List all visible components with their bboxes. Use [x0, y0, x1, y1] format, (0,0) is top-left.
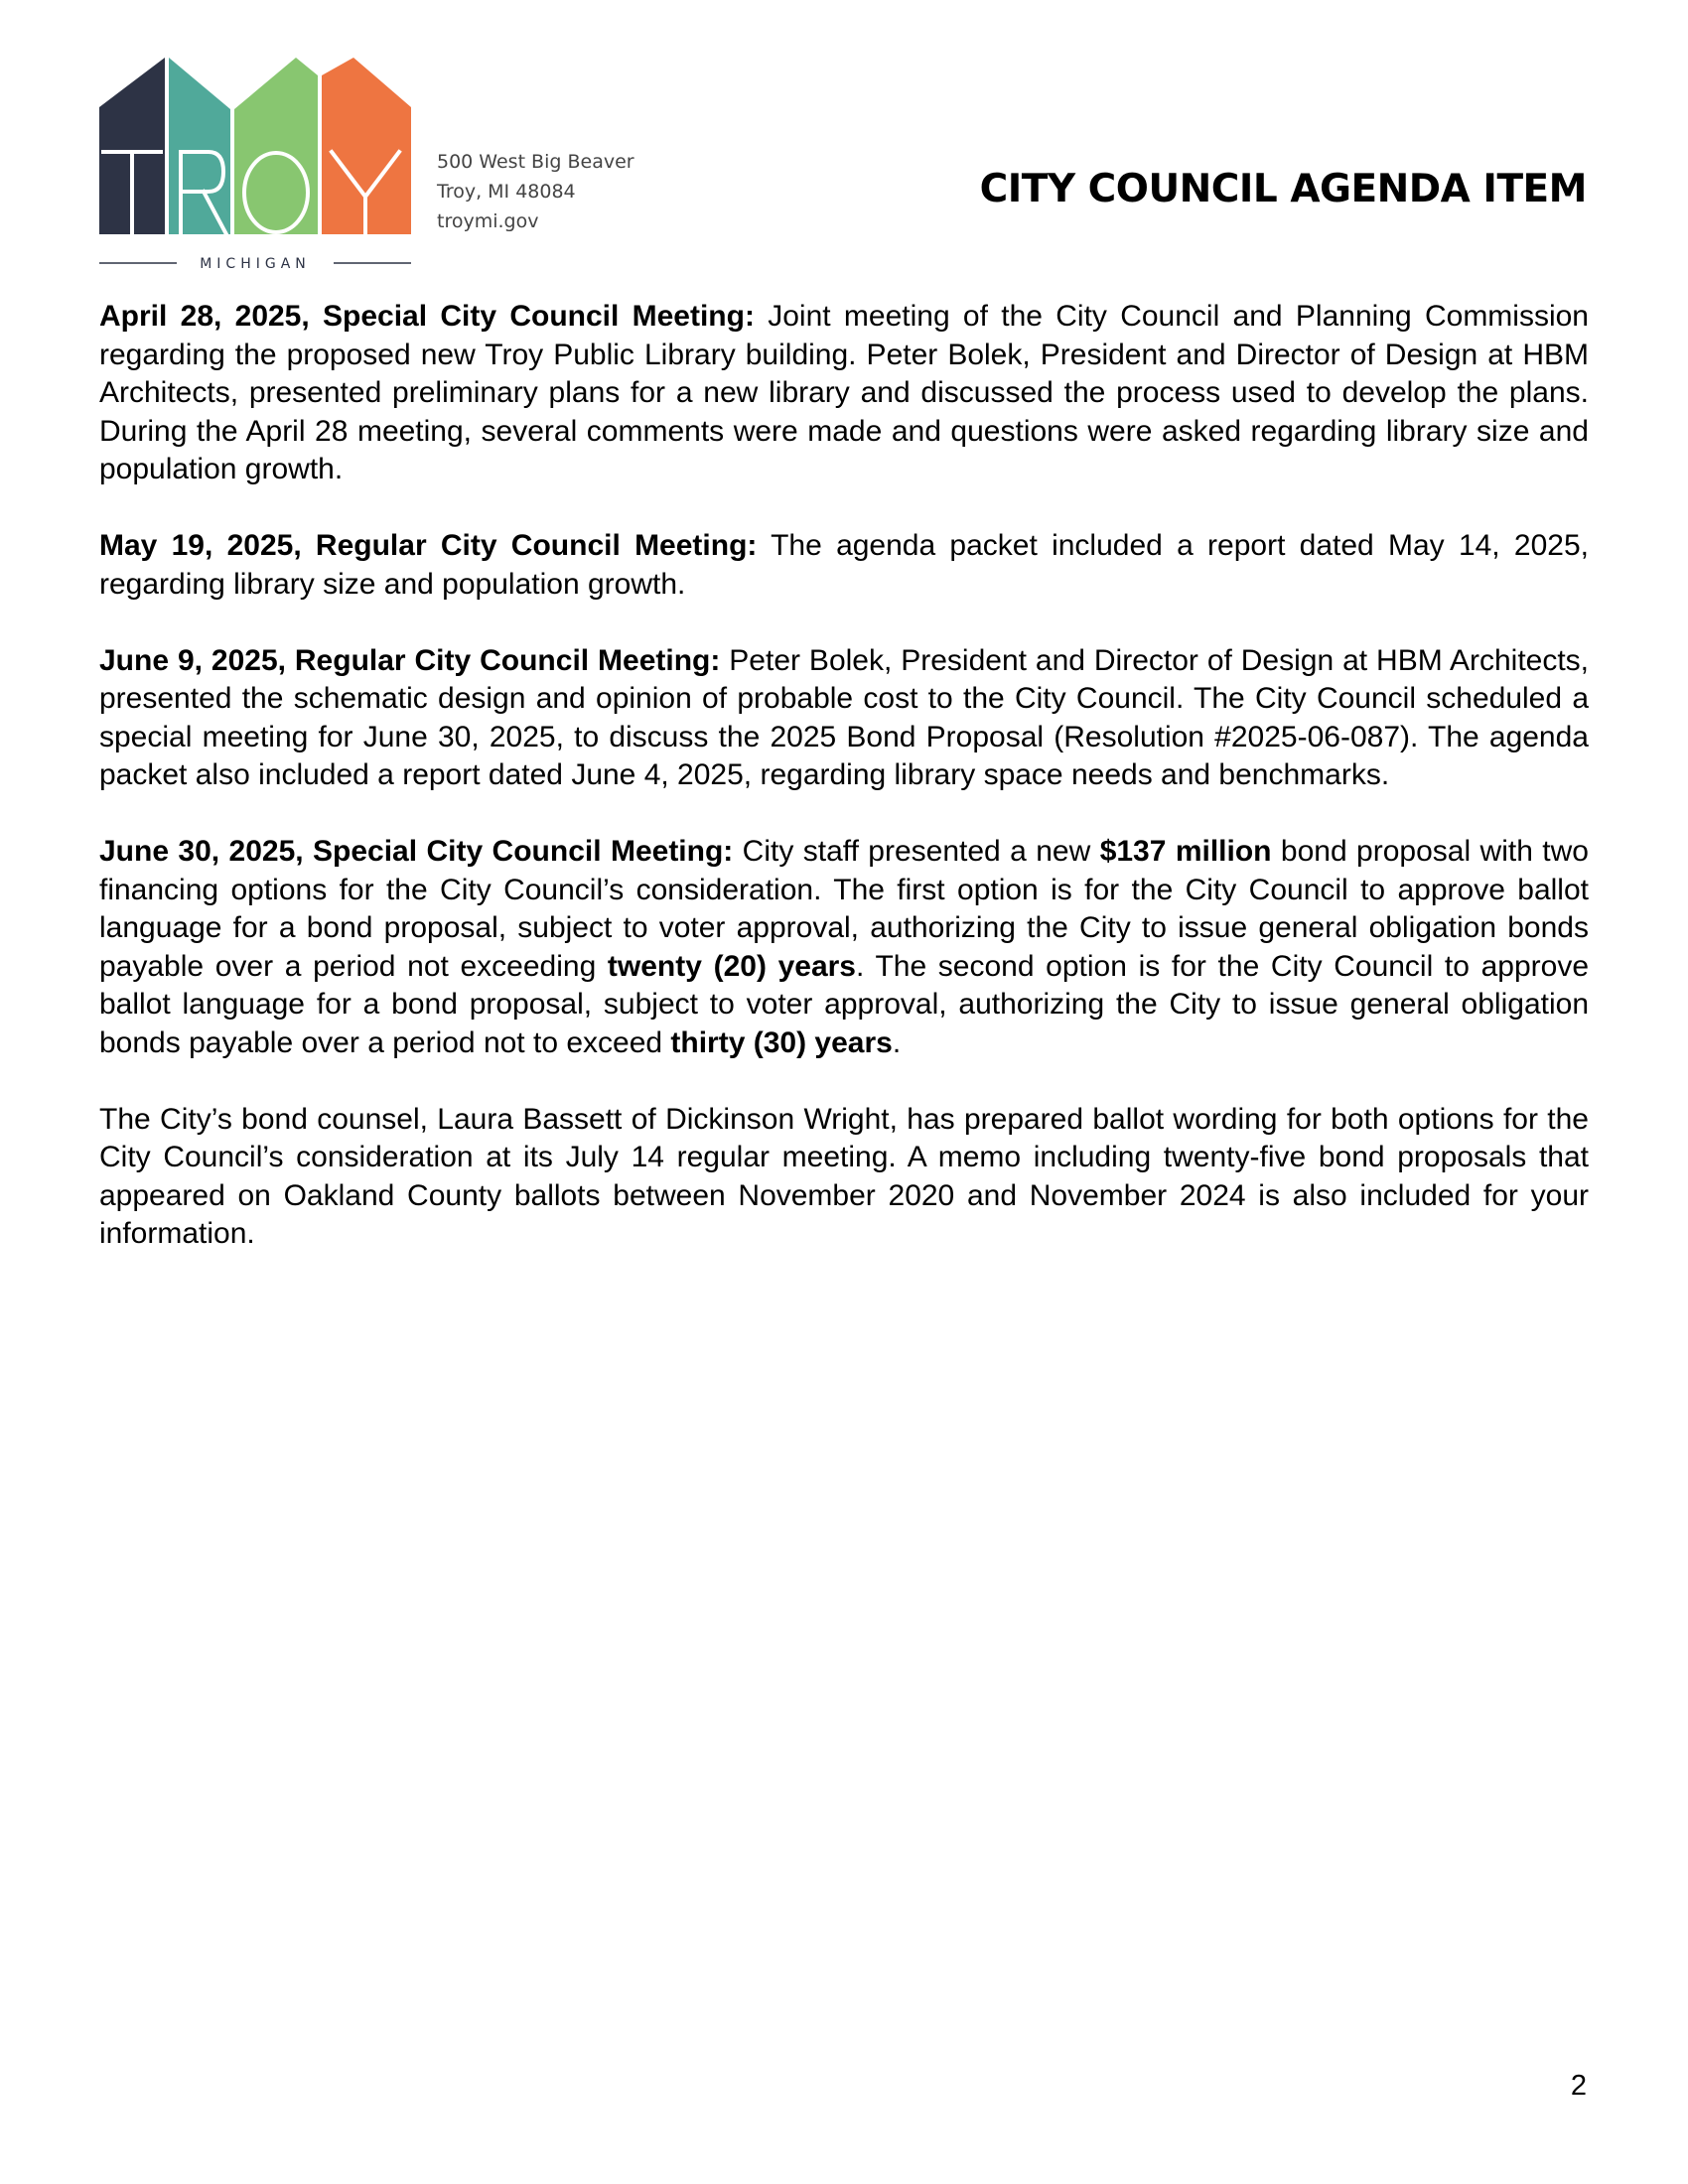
- bond-amount: $137 million: [1099, 835, 1272, 868]
- paragraph-bond-counsel: [99, 1101, 1589, 1254]
- paragraph-lead: May 19, 2025, Regular City Council Meeting:: [99, 529, 758, 562]
- term-thirty-years: thirty (30) years: [670, 1025, 893, 1059]
- document-title: CITY COUNCIL AGENDA ITEM: [979, 167, 1587, 211]
- paragraph-text: The City’s bond counsel, Laura Bassett of Dickinson Wright, has prepared ballot wording for both options for the City Council’s consideration at its July 14 regular meeting. A memo including twenty-five bond proposals that appeared on Oakland County ballots between November 2020 and November 2024 is also included for your information.: [99, 1102, 1589, 1250]
- city-address: [437, 147, 634, 236]
- paragraph-text: .: [892, 1025, 902, 1059]
- paragraph-may-19: [99, 527, 1589, 604]
- troy-michigan-logo: [99, 58, 411, 268]
- paragraph-june-9: [99, 642, 1589, 795]
- page-number: 2: [1570, 2070, 1587, 2102]
- paragraph-text: bond proposal with two financing options for the City Council’s consideration. The first option is for the City Council to approve ballot language for a bond proposal, subject to voter approval, authorizing the City to issue general obligation bonds payable over a period not exceeding: [99, 835, 1589, 983]
- paragraph-lead: June 30, 2025, Special City Council Meeting:: [99, 835, 734, 868]
- logo-michigan-text: MICHIGAN: [200, 256, 311, 268]
- address-website: troymi.gov: [437, 210, 539, 232]
- paragraph-text: City staff presented a new: [733, 835, 1100, 868]
- paragraph-text: Joint meeting of the City Council and Planning Commission regarding the proposed new Troy Public Library building. Peter Bolek, President and Director of Design at HBM Architects, presented preliminary plans for a new library and discussed the process used to develop the plans. During the April 28 meeting, several comments were made and questions were asked regarding library size and population growth.: [99, 300, 1589, 485]
- paragraph-text: The agenda packet included a report dated May 14, 2025, regarding library size and population growth.: [99, 529, 1589, 601]
- paragraph-lead: April 28, 2025, Special City Council Meeting:: [99, 300, 755, 333]
- logo-r-teal: [169, 58, 230, 234]
- paragraph-text: . The second option is for the City Council to approve ballot language for a bond proposal, subject to voter approval, authorizing the City to issue general obligation bonds payable over a period not to exceed: [99, 949, 1589, 1059]
- paragraph-april-28: [99, 298, 1589, 489]
- paragraph-text: Peter Bolek, President and Director of Design at HBM Architects, presented the schematic design and opinion of probable cost to the City Council. The City Council scheduled a special meeting for June 30, 2025, to discuss the 2025 Bond Proposal (Resolution #2025-06-087). The agenda packet also included a report dated June 4, 2025, regarding library space needs and benchmarks.: [99, 643, 1590, 791]
- agenda-body: [99, 298, 1589, 1292]
- term-twenty-years: twenty (20) years: [607, 949, 856, 983]
- address-city: Troy, MI 48084: [437, 181, 576, 203]
- paragraph-june-30: [99, 833, 1589, 1062]
- paragraph-lead: June 9, 2025, Regular City Council Meeting:: [99, 643, 721, 677]
- address-street: 500 West Big Beaver: [437, 151, 634, 173]
